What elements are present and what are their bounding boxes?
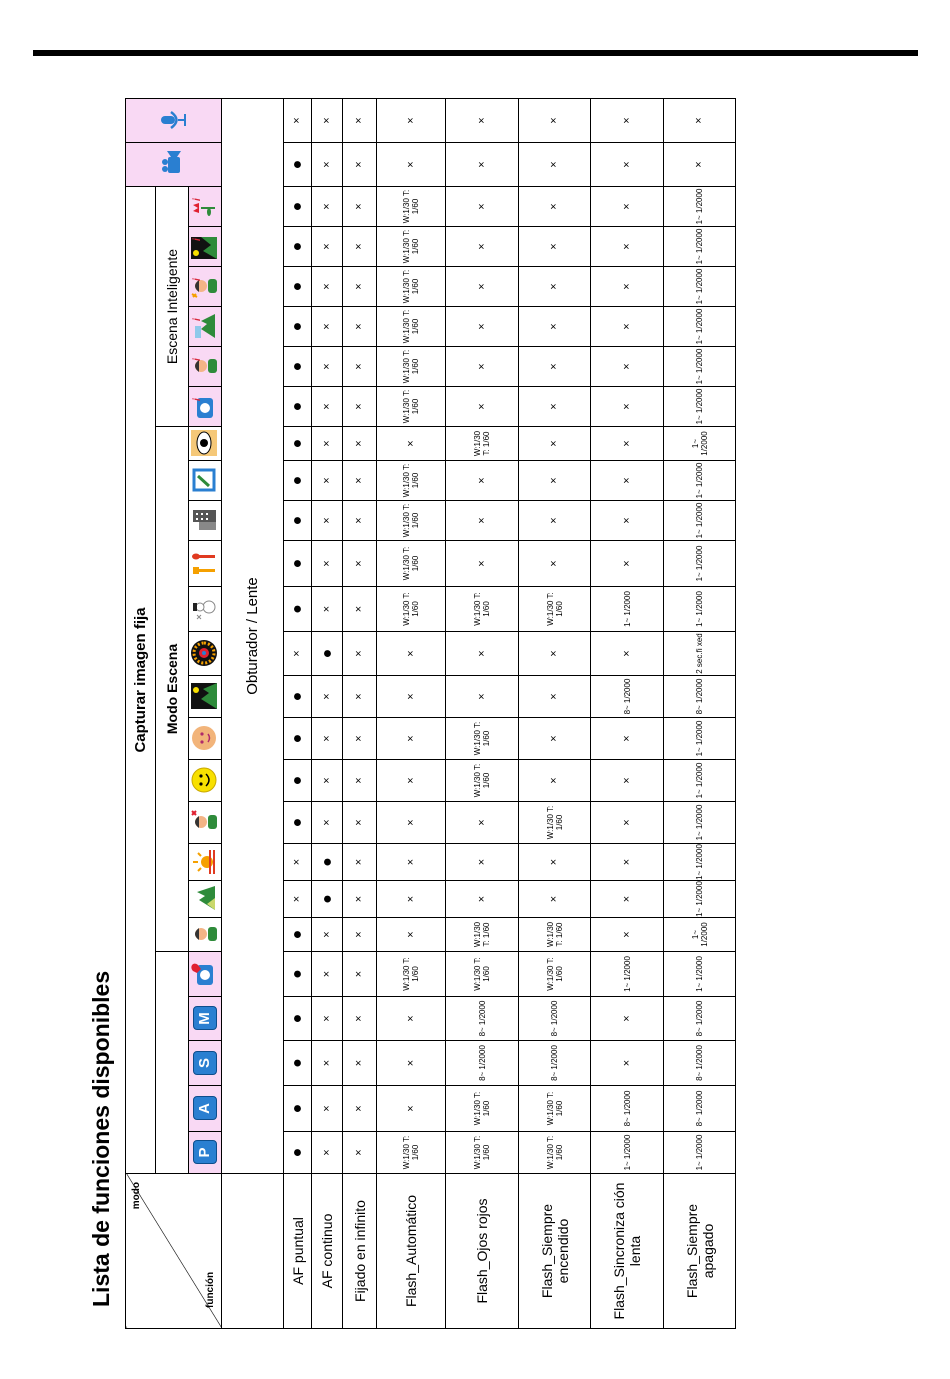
function-cell: ×: [312, 227, 343, 267]
modo-label: modo: [131, 1182, 142, 1210]
function-cell: ×: [519, 267, 591, 307]
function-cell: ×: [519, 347, 591, 387]
function-cell: ●: [312, 881, 343, 918]
function-cell: 8~ 1/2000: [446, 1041, 519, 1086]
function-cell: W:1/30 T: 1/60: [377, 307, 446, 347]
function-cell: ×: [591, 99, 664, 143]
function-cell: ×: [343, 844, 377, 881]
function-cell: 2 sec.fi xed: [664, 632, 736, 676]
function-cell: 8~ 1/2000: [664, 676, 736, 718]
function-cell: ×: [312, 307, 343, 347]
function-cell: ×: [312, 387, 343, 427]
function-cell: 8~ 1/2000: [446, 997, 519, 1041]
function-cell: ×: [343, 1132, 377, 1174]
function-cell: ●: [284, 541, 312, 587]
function-cell: 1~ 1/2000: [591, 587, 664, 632]
a-mode-icon: A: [193, 1097, 217, 1121]
function-cell: W:1/30 T: 1/60: [377, 187, 446, 227]
mode-header-cell: [189, 347, 222, 387]
function-cell: ●: [284, 187, 312, 227]
smart-portrait-icon: [192, 352, 221, 382]
function-cell: ×: [519, 718, 591, 760]
function-cell: W:1/30 T: 1/60: [519, 1132, 591, 1174]
function-cell: ×: [519, 143, 591, 187]
function-cell: ×: [664, 99, 736, 143]
page-title: Lista de funciones disponibles: [88, 970, 114, 1307]
function-cell: ×: [343, 1086, 377, 1132]
function-name: Flash_Siempre encendido: [519, 1174, 591, 1329]
function-cell: W:1/30 T: 1/60: [446, 427, 519, 461]
function-cell: ×: [312, 676, 343, 718]
function-cell: ×: [343, 461, 377, 501]
function-cell: ×: [377, 143, 446, 187]
function-cell: ×: [519, 427, 591, 461]
table-row: [377, 99, 446, 1329]
function-cell: ×: [284, 844, 312, 881]
function-cell: ×: [591, 307, 664, 347]
function-cell: ×: [377, 632, 446, 676]
function-cell: ●: [284, 427, 312, 461]
function-cell: ×: [446, 844, 519, 881]
function-cell: ×: [519, 501, 591, 541]
function-cell: ×: [446, 187, 519, 227]
function-cell: ×: [377, 676, 446, 718]
mode-header-cell: [189, 267, 222, 307]
function-cell: ×: [519, 844, 591, 881]
function-cell: ×: [591, 267, 664, 307]
sunset-icon: [212, 847, 221, 877]
function-cell: ×: [312, 541, 343, 587]
mode-header-cell: [189, 1086, 222, 1132]
function-cell: ×: [591, 387, 664, 427]
function-cell: ×: [377, 718, 446, 760]
function-cell: ×: [446, 143, 519, 187]
section-label-blank: [222, 1174, 284, 1329]
function-cell: ×: [446, 676, 519, 718]
function-cell: ×: [343, 997, 377, 1041]
function-cell: ●: [284, 267, 312, 307]
smile-icon: [212, 766, 221, 796]
function-cell: ×: [591, 802, 664, 844]
mode-header-cell: [189, 307, 222, 347]
function-cell: ×: [343, 541, 377, 587]
smart-backlight-icon: [192, 272, 221, 302]
function-cell: W:1/30 T: 1/60: [519, 587, 591, 632]
function-cell: ×: [446, 802, 519, 844]
function-cell: ×: [284, 632, 312, 676]
function-cell: W:1/30 T: 1/60: [377, 587, 446, 632]
function-cell: ×: [591, 143, 664, 187]
function-name: Flash_Ojos rojos: [446, 1174, 519, 1329]
mode-header-cell: [189, 760, 222, 802]
function-cell: ×: [343, 427, 377, 461]
function-cell: ×: [312, 501, 343, 541]
function-cell: ●: [284, 918, 312, 952]
corner-header-cell: [126, 1174, 222, 1329]
function-cell: ●: [284, 997, 312, 1041]
function-cell: 1~ 1/2000: [664, 501, 736, 541]
function-cell: ×: [664, 143, 736, 187]
function-cell: ×: [591, 227, 664, 267]
capturar-header: Capturar imagen fija: [126, 187, 156, 1174]
function-cell: 1~ 1/2000: [664, 718, 736, 760]
function-cell: ●: [284, 1132, 312, 1174]
function-cell: 1~ 1/2000: [664, 802, 736, 844]
function-cell: ×: [312, 427, 343, 461]
mode-header-cell: [189, 541, 222, 587]
function-cell: ×: [343, 501, 377, 541]
function-name: Flash_Automático: [377, 1174, 446, 1329]
function-cell: ×: [519, 307, 591, 347]
mode-header-cell: [189, 952, 222, 997]
table-row: [519, 99, 591, 1329]
function-cell: ×: [446, 461, 519, 501]
function-cell: ×: [377, 99, 446, 143]
mode-header-cell: [189, 587, 222, 632]
function-cell: ×: [519, 632, 591, 676]
mode-header-cell: [189, 997, 222, 1041]
modo-escena-header: Modo Escena: [156, 427, 189, 952]
function-cell: ×: [312, 918, 343, 952]
function-cell: ●: [284, 952, 312, 997]
function-cell: ×: [446, 227, 519, 267]
function-cell: W:1/30 T: 1/60: [519, 1086, 591, 1132]
table-row: [446, 99, 519, 1329]
text-icon: [212, 466, 221, 496]
function-cell: ×: [312, 1132, 343, 1174]
function-cell: ×: [591, 760, 664, 802]
function-cell: ×: [343, 387, 377, 427]
mode-header-cell: [189, 844, 222, 881]
function-cell: 8~ 1/2000: [664, 1086, 736, 1132]
function-cell: ×: [343, 952, 377, 997]
function-cell: ×: [446, 267, 519, 307]
function-cell: 8~ 1/2000: [664, 1041, 736, 1086]
function-cell: ×: [312, 802, 343, 844]
function-cell: 1~ 1/2000: [591, 952, 664, 997]
function-cell: ×: [312, 461, 343, 501]
function-cell: ×: [343, 267, 377, 307]
function-cell: ×: [312, 187, 343, 227]
function-cell: ●: [284, 718, 312, 760]
function-cell: ×: [343, 307, 377, 347]
function-cell: ×: [591, 427, 664, 461]
smart-macro-icon: [192, 192, 221, 222]
function-cell: 1~ 1/2000: [664, 587, 736, 632]
function-cell: ●: [284, 387, 312, 427]
function-cell: ×: [377, 844, 446, 881]
function-cell: ×: [377, 1086, 446, 1132]
p-mode-icon: P: [193, 1141, 217, 1165]
function-cell: W:1/30 T: 1/60: [519, 952, 591, 997]
function-cell: ×: [312, 952, 343, 997]
function-cell: ×: [519, 461, 591, 501]
function-cell: W:1/30 T: 1/60: [446, 918, 519, 952]
mode-header-cell: [189, 187, 222, 227]
function-cell: ●: [312, 632, 343, 676]
smart-night-icon: [192, 232, 221, 262]
function-cell: ×: [519, 676, 591, 718]
function-cell: W:1/30 T: 1/60: [519, 802, 591, 844]
function-cell: ×: [284, 881, 312, 918]
function-cell: ×: [519, 881, 591, 918]
function-cell: W:1/30 T: 1/60: [446, 1132, 519, 1174]
function-cell: ●: [284, 307, 312, 347]
function-cell: ×: [312, 718, 343, 760]
function-cell: W:1/30 T: 1/60: [377, 387, 446, 427]
function-cell: 1~ 1/2000: [664, 267, 736, 307]
mode-header-cell: [189, 802, 222, 844]
voice-header-cell: [126, 99, 222, 143]
function-cell: W:1/30 T: 1/60: [377, 267, 446, 307]
mode-header-cell: [189, 918, 222, 952]
basic-modes-blank: [156, 952, 189, 1174]
function-cell: ×: [591, 718, 664, 760]
function-cell: ×: [312, 760, 343, 802]
function-cell: 1~ 1/2000: [664, 952, 736, 997]
svg-text:i: i: [192, 318, 203, 322]
svg-text:i: i: [192, 358, 203, 362]
function-cell: ×: [446, 881, 519, 918]
function-cell: 1~ 1/2000: [664, 307, 736, 347]
function-cell: W:1/30 T: 1/60: [446, 1086, 519, 1132]
function-cell: 1~ 1/2000: [664, 1132, 736, 1174]
function-cell: ●: [284, 227, 312, 267]
child-icon: [212, 724, 221, 754]
function-cell: ×: [377, 918, 446, 952]
function-cell: 8~ 1/2000: [519, 997, 591, 1041]
snow-icon: [212, 594, 221, 624]
function-cell: ×: [312, 143, 343, 187]
function-cell: 1~ 1/2000: [664, 227, 736, 267]
function-cell: ×: [377, 881, 446, 918]
functions-table: [125, 98, 736, 1329]
function-cell: 1~ 1/2000: [664, 427, 736, 461]
obturador-lente-header: Obturador / Lente: [222, 99, 284, 1174]
fireworks-icon: [212, 639, 221, 669]
function-cell: ×: [591, 844, 664, 881]
mode-header-cell: [189, 501, 222, 541]
function-name: Flash_Sincroniza ción lenta: [591, 1174, 664, 1329]
function-cell: ●: [312, 844, 343, 881]
function-cell: 1~ 1/2000: [664, 541, 736, 587]
function-cell: ×: [446, 387, 519, 427]
function-cell: ×: [446, 632, 519, 676]
function-cell: ●: [284, 143, 312, 187]
smart-auto-icon: [192, 392, 221, 422]
function-name: Fijado en infinito: [343, 1174, 377, 1329]
s-mode-icon: S: [193, 1051, 217, 1075]
function-cell: 8~ 1/2000: [591, 676, 664, 718]
function-cell: ●: [284, 587, 312, 632]
function-cell: ×: [343, 1041, 377, 1086]
function-cell: 1~ 1/2000: [664, 347, 736, 387]
function-cell: ×: [343, 227, 377, 267]
function-cell: ×: [519, 541, 591, 587]
smart-landscape-icon: [192, 312, 221, 342]
function-cell: ×: [343, 632, 377, 676]
function-cell: W:1/30 T: 1/60: [377, 227, 446, 267]
function-cell: ×: [312, 1041, 343, 1086]
function-cell: W:1/30 T: 1/60: [446, 952, 519, 997]
function-cell: ●: [284, 461, 312, 501]
function-cell: ×: [591, 632, 664, 676]
function-cell: ×: [591, 347, 664, 387]
function-cell: ×: [446, 501, 519, 541]
function-cell: 1~ 1/2000: [664, 844, 736, 881]
mode-header-cell: [189, 881, 222, 918]
function-cell: ×: [312, 267, 343, 307]
function-cell: ×: [446, 541, 519, 587]
function-cell: ×: [343, 881, 377, 918]
function-cell: ×: [446, 347, 519, 387]
mode-header-cell: [189, 427, 222, 461]
function-cell: ×: [519, 760, 591, 802]
auto-mode-icon: [212, 959, 221, 989]
function-name: AF puntual: [284, 1174, 312, 1329]
function-cell: ●: [284, 1086, 312, 1132]
svg-text:i: i: [192, 398, 203, 402]
function-cell: 1~ 1/2000: [664, 461, 736, 501]
m-mode-icon: M: [193, 1007, 217, 1031]
function-cell: W:1/30 T: 1/60: [377, 952, 446, 997]
movie-header-cell: [126, 143, 222, 187]
function-cell: ×: [343, 347, 377, 387]
mode-header-cell: [189, 1132, 222, 1174]
movie-icon: [181, 150, 190, 180]
function-cell: ×: [312, 347, 343, 387]
function-cell: ×: [343, 187, 377, 227]
function-cell: ×: [591, 541, 664, 587]
function-cell: ×: [312, 99, 343, 143]
function-cell: W:1/30 T: 1/60: [446, 760, 519, 802]
function-cell: ×: [591, 997, 664, 1041]
function-name: AF continuo: [312, 1174, 343, 1329]
function-cell: ×: [591, 501, 664, 541]
function-cell: ×: [591, 461, 664, 501]
mode-header-cell: [189, 676, 222, 718]
mode-header-cell: [189, 718, 222, 760]
function-cell: ×: [519, 227, 591, 267]
function-cell: ×: [343, 676, 377, 718]
function-cell: W:1/30 T: 1/60: [446, 587, 519, 632]
night-landscape-icon: [212, 682, 221, 712]
function-cell: ×: [377, 997, 446, 1041]
function-cell: ●: [284, 760, 312, 802]
function-cell: ×: [519, 99, 591, 143]
function-cell: ×: [343, 760, 377, 802]
function-cell: W:1/30 T: 1/60: [519, 918, 591, 952]
function-cell: ×: [519, 187, 591, 227]
function-cell: ×: [312, 997, 343, 1041]
function-cell: ×: [343, 918, 377, 952]
svg-text:i: i: [192, 198, 203, 202]
function-cell: W:1/30 T: 1/60: [377, 541, 446, 587]
backlight-portrait-icon: [212, 808, 221, 838]
function-cell: W:1/30 T: 1/60: [377, 461, 446, 501]
function-cell: ×: [312, 1086, 343, 1132]
function-cell: ●: [284, 1041, 312, 1086]
function-cell: ×: [343, 99, 377, 143]
function-cell: ●: [284, 802, 312, 844]
function-cell: ×: [343, 718, 377, 760]
function-cell: ●: [284, 501, 312, 541]
function-cell: ●: [284, 676, 312, 718]
table-row: [591, 99, 664, 1329]
mode-header-cell: [189, 461, 222, 501]
function-cell: 8~ 1/2000: [519, 1041, 591, 1086]
function-cell: ×: [377, 802, 446, 844]
voice-memo-icon: [181, 106, 190, 136]
mode-header-cell: [189, 1041, 222, 1086]
table-row: [284, 99, 312, 1329]
function-cell: 8~ 1/2000: [591, 1086, 664, 1132]
escena-inteligente-header: Escena Inteligente: [156, 187, 189, 427]
function-cell: ×: [591, 187, 664, 227]
table-row: [343, 99, 377, 1329]
function-cell: W:1/30 T: 1/60: [377, 347, 446, 387]
function-name: Flash_Siempre apagado: [664, 1174, 736, 1329]
function-cell: 1~ 1/2000: [664, 881, 736, 918]
function-cell: ●: [284, 347, 312, 387]
landscape-icon: [212, 884, 221, 914]
function-cell: 1~ 1/2000: [664, 187, 736, 227]
function-cell: ×: [446, 99, 519, 143]
function-cell: 1~ 1/2000: [591, 1132, 664, 1174]
function-cell: ×: [446, 307, 519, 347]
function-cell: ×: [343, 802, 377, 844]
mode-header-cell: [189, 632, 222, 676]
function-cell: 1~ 1/2000: [664, 918, 736, 952]
table-row: [312, 99, 343, 1329]
svg-text:i: i: [192, 278, 203, 282]
function-cell: ×: [284, 99, 312, 143]
function-cell: ×: [591, 881, 664, 918]
eye-icon: [212, 429, 221, 459]
function-cell: 1~ 1/2000: [664, 760, 736, 802]
portrait-icon: [212, 920, 221, 950]
svg-text:i: i: [192, 238, 203, 242]
mode-header-cell: [189, 227, 222, 267]
function-cell: ×: [591, 918, 664, 952]
function-cell: ×: [343, 143, 377, 187]
table-row: [664, 99, 736, 1329]
function-cell: W:1/30 T: 1/60: [377, 501, 446, 541]
mode-header-cell: [189, 387, 222, 427]
building-icon: [212, 506, 221, 536]
function-cell: 1~ 1/2000: [664, 387, 736, 427]
function-cell: ×: [312, 587, 343, 632]
function-cell: W:1/30 T: 1/60: [377, 1132, 446, 1174]
function-cell: W:1/30 T: 1/60: [446, 718, 519, 760]
function-cell: ×: [591, 1041, 664, 1086]
food-icon: [212, 549, 221, 579]
function-cell: ×: [377, 427, 446, 461]
function-cell: ×: [377, 1041, 446, 1086]
function-cell: ×: [377, 760, 446, 802]
function-cell: 8~ 1/2000: [664, 997, 736, 1041]
function-cell: ×: [343, 587, 377, 632]
funcion-label: función: [205, 1271, 216, 1308]
function-cell: ×: [519, 387, 591, 427]
